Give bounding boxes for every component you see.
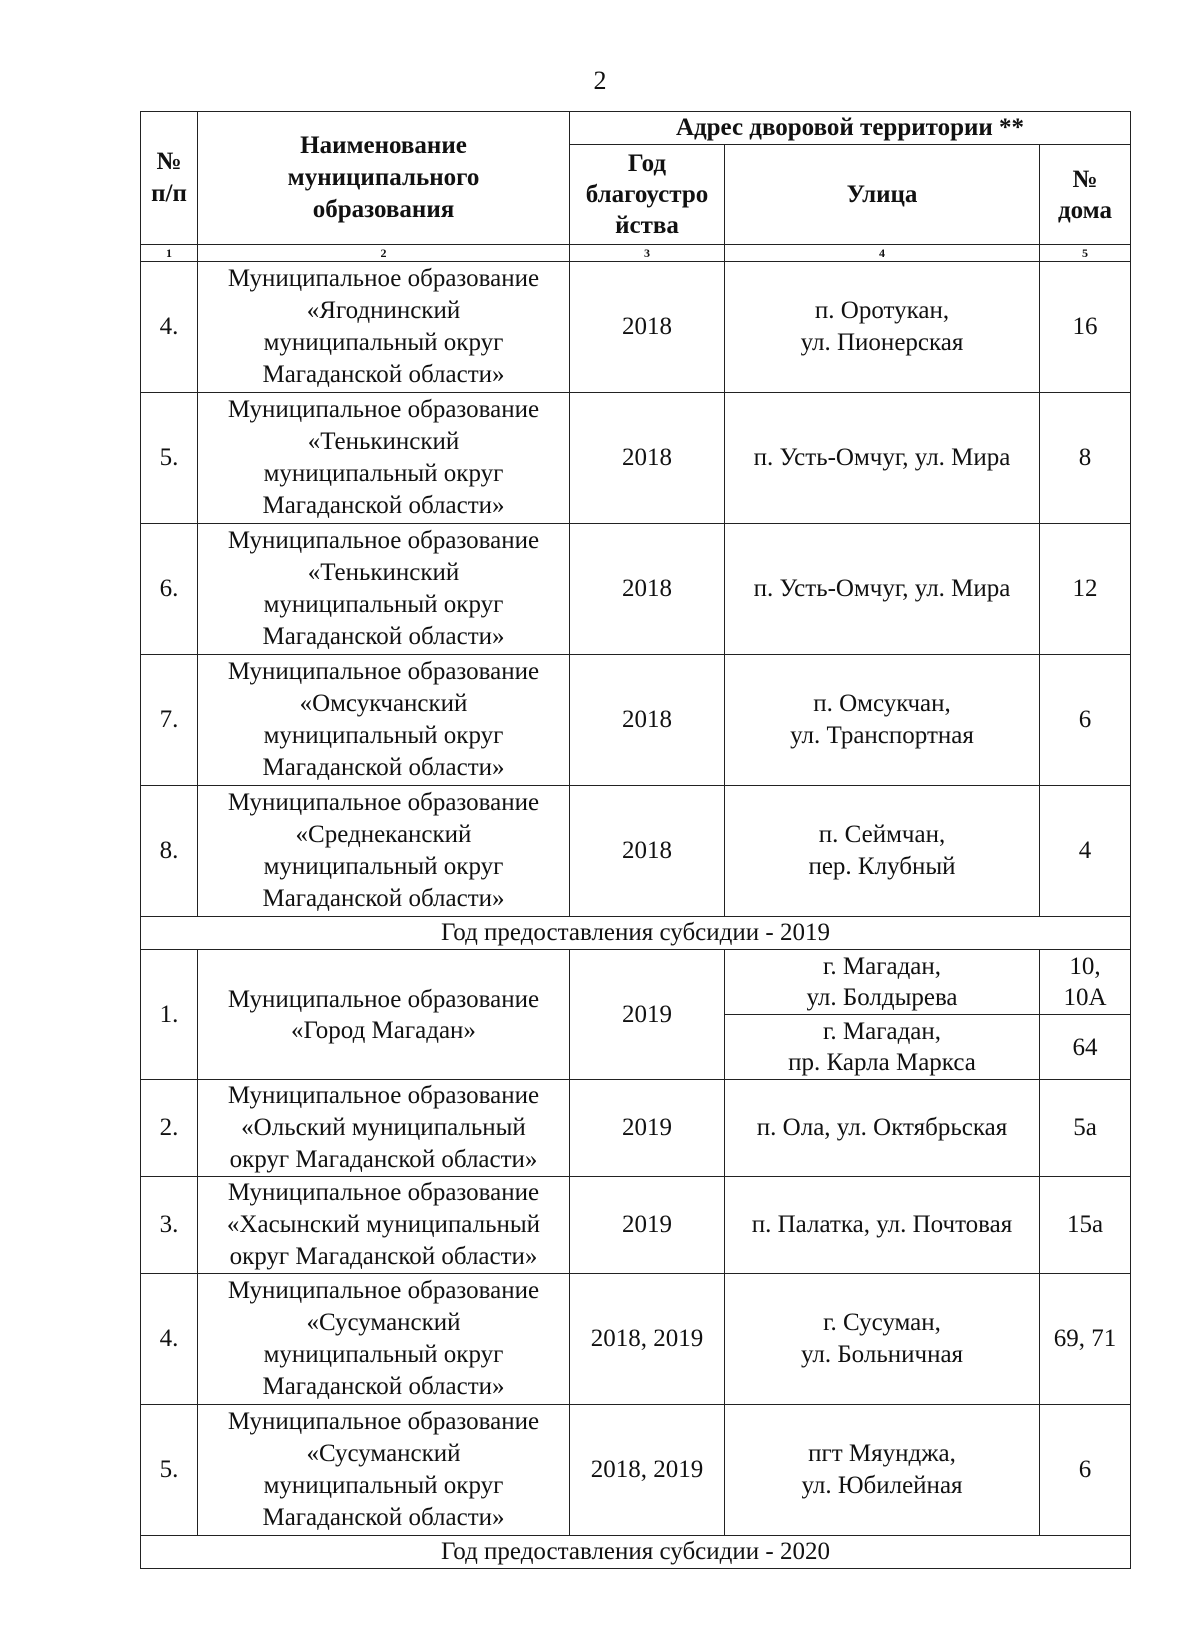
municipality-name [198,1274,570,1405]
municipality-name-line: Муниципальное образование [227,1179,540,1206]
header-year-line: йства [615,212,679,239]
row-number: 6. [141,524,198,655]
row-number: 4. [141,1274,198,1405]
municipality-name-line: Магаданской области» [262,885,505,912]
municipality-name-line: Муниципальное образование [227,1408,540,1435]
house-number: 69, 71 [1040,1274,1131,1405]
municipality-name-line: округ Магаданской области» [229,1243,538,1270]
municipality-name-line: муниципальный округ [263,722,504,749]
street-address-line: пр. Карла Маркса [788,1049,976,1076]
street-address [725,262,1040,393]
table-row [141,950,1131,1015]
street-address-line: п. Усть-Омчуг, ул. Мира [753,444,1011,471]
header-name [198,112,570,245]
improvement-year: 2018 [570,262,725,393]
street-address [725,1274,1040,1405]
house-number: 16 [1040,262,1131,393]
street-address [725,1405,1040,1536]
table-row [141,1177,1131,1274]
municipality-name-line: «Сусуманский [306,1309,461,1336]
improvement-year: 2019 [570,950,725,1080]
street-address-line: ул. Болдырева [806,984,958,1011]
municipality-name-line: муниципальный округ [263,329,504,356]
municipality-name-line: «Город Магадан» [291,1016,476,1044]
municipality-name [198,1177,570,1274]
house-number-line: 10, [1069,953,1101,980]
municipality-name-line: Магаданской области» [262,1373,505,1400]
street-address [725,1080,1040,1177]
municipality-name [198,1405,570,1536]
improvement-year: 2018, 2019 [570,1274,725,1405]
page-number: 2 [593,66,607,95]
header-name-text: Наименование муниципального образования [287,132,480,223]
header-address-group: Адрес дворовой территории ** [570,112,1131,145]
municipality-name-line: Муниципальное образование [227,985,540,1013]
municipality-name [198,262,570,393]
street-address-line: п. Палатка, ул. Почтовая [751,1211,1013,1238]
street-address-line: п. Оротукан, [814,297,950,324]
table-row [141,655,1131,786]
house-number: 15а [1040,1177,1131,1274]
street-address [725,393,1040,524]
municipality-name-line: Муниципальное образование [227,789,540,816]
row-number: 3. [141,1177,198,1274]
header-year-line: благоустро [585,181,709,208]
street-address [725,786,1040,917]
municipality-name-line: «Ягоднинский [306,297,461,324]
house-number: 6 [1040,655,1131,786]
header-year-line: Год [627,150,667,177]
municipality-name [198,393,570,524]
house-number: 8 [1040,393,1131,524]
yard-territories-table [140,111,1131,1569]
column-number: 3 [570,245,725,262]
street-address-line: пер. Клубный [808,853,956,880]
improvement-year: 2018 [570,786,725,917]
municipality-name-line: Магаданской области» [262,623,505,650]
street-address-line: пгт Мяунджа, [808,1440,956,1467]
section-row [141,1536,1131,1569]
municipality-name-line: муниципальный округ [263,591,504,618]
improvement-year: 2019 [570,1080,725,1177]
street-address [725,655,1040,786]
municipality-name-line: Муниципальное образование [227,1082,540,1109]
municipality-name [198,524,570,655]
municipality-name-line: муниципальный округ [263,1341,504,1368]
section-row [141,917,1131,950]
street-address [725,1177,1040,1274]
header-street: Улица [725,145,1040,245]
row-number: 1. [141,950,198,1080]
street-address [725,524,1040,655]
section-title: Год предоставления субсидии - 2020 [141,1536,1131,1569]
street-address-line: г. Сусуман, [823,1309,941,1336]
row-number: 7. [141,655,198,786]
municipality-name-line: «Омсукчанский [299,690,468,717]
table-row [141,786,1131,917]
table-row [141,524,1131,655]
street-address-line: ул. Больничная [800,1341,964,1368]
municipality-name-line: «Тенькинский [307,428,460,455]
street-address-line: п. Омсукчан, [813,690,951,717]
street-address-line: г. Магадан, [822,1018,942,1045]
improvement-year: 2019 [570,1177,725,1274]
header-house [1040,145,1131,245]
street-address-line: ул. Пионерская [800,329,964,356]
municipality-name-line: Магаданской области» [262,1504,505,1531]
municipality-name-line: Магаданской области» [262,492,505,519]
column-number: 1 [141,245,198,262]
municipality-name-line: муниципальный округ [263,460,504,487]
municipality-name-line: «Ольский муниципальный [241,1114,526,1141]
street-address [725,1015,1040,1080]
table-row [141,1405,1131,1536]
street-address-line: ул. Транспортная [790,722,974,749]
municipality-name-line: «Среднеканский [295,821,472,848]
house-number [1040,1015,1131,1080]
municipality-name-line: Муниципальное образование [227,658,540,685]
municipality-name-line: Муниципальное образование [227,265,540,292]
house-number: 4 [1040,786,1131,917]
table-row [141,262,1131,393]
municipality-name-line: «Сусуманский [306,1440,461,1467]
house-number-line: 10А [1063,984,1107,1011]
improvement-year: 2018 [570,393,725,524]
row-number: 2. [141,1080,198,1177]
municipality-name-line: Муниципальное образование [227,396,540,423]
municipality-name [198,1080,570,1177]
row-number: 5. [141,1405,198,1536]
column-number: 4 [725,245,1040,262]
house-number [1040,950,1131,1015]
table-body [141,262,1131,1569]
table-row [141,1274,1131,1405]
street-address-line: п. Ола, ул. Октябрьская [756,1114,1008,1141]
municipality-name [198,950,570,1080]
house-number: 6 [1040,1405,1131,1536]
municipality-name [198,655,570,786]
section-title: Год предоставления субсидии - 2019 [141,917,1131,950]
header-year [570,145,725,245]
improvement-year: 2018 [570,524,725,655]
column-number: 5 [1040,245,1131,262]
table-row [141,393,1131,524]
row-number: 4. [141,262,198,393]
header-house-text: № дома [1057,165,1113,224]
header-num-text: № п/п [151,148,187,207]
municipality-name-line: Магаданской области» [262,361,505,388]
improvement-year: 2018 [570,655,725,786]
improvement-year: 2018, 2019 [570,1405,725,1536]
row-number: 8. [141,786,198,917]
municipality-name [198,786,570,917]
street-address-line: ул. Юбилейная [801,1472,963,1499]
street-address-line: п. Усть-Омчуг, ул. Мира [753,575,1011,602]
municipality-name-line: муниципальный округ [263,853,504,880]
house-number-line: 64 [1072,1033,1098,1061]
house-number: 12 [1040,524,1131,655]
street-address-line: п. Сеймчан, [818,821,946,848]
header-num [141,112,198,245]
municipality-name-line: «Тенькинский [307,559,460,586]
street-address-line: г. Магадан, [822,953,942,980]
house-number: 5а [1040,1080,1131,1177]
municipality-name-line: Муниципальное образование [227,1277,540,1304]
row-number: 5. [141,393,198,524]
municipality-name-line: Муниципальное образование [227,527,540,554]
municipality-name-line: «Хасынский муниципальный [226,1211,541,1238]
municipality-name-line: муниципальный округ [263,1472,504,1499]
municipality-name-line: Магаданской области» [262,754,505,781]
table-row [141,1080,1131,1177]
street-address [725,950,1040,1015]
municipality-name-line: округ Магаданской области» [229,1146,538,1173]
column-number: 2 [198,245,570,262]
